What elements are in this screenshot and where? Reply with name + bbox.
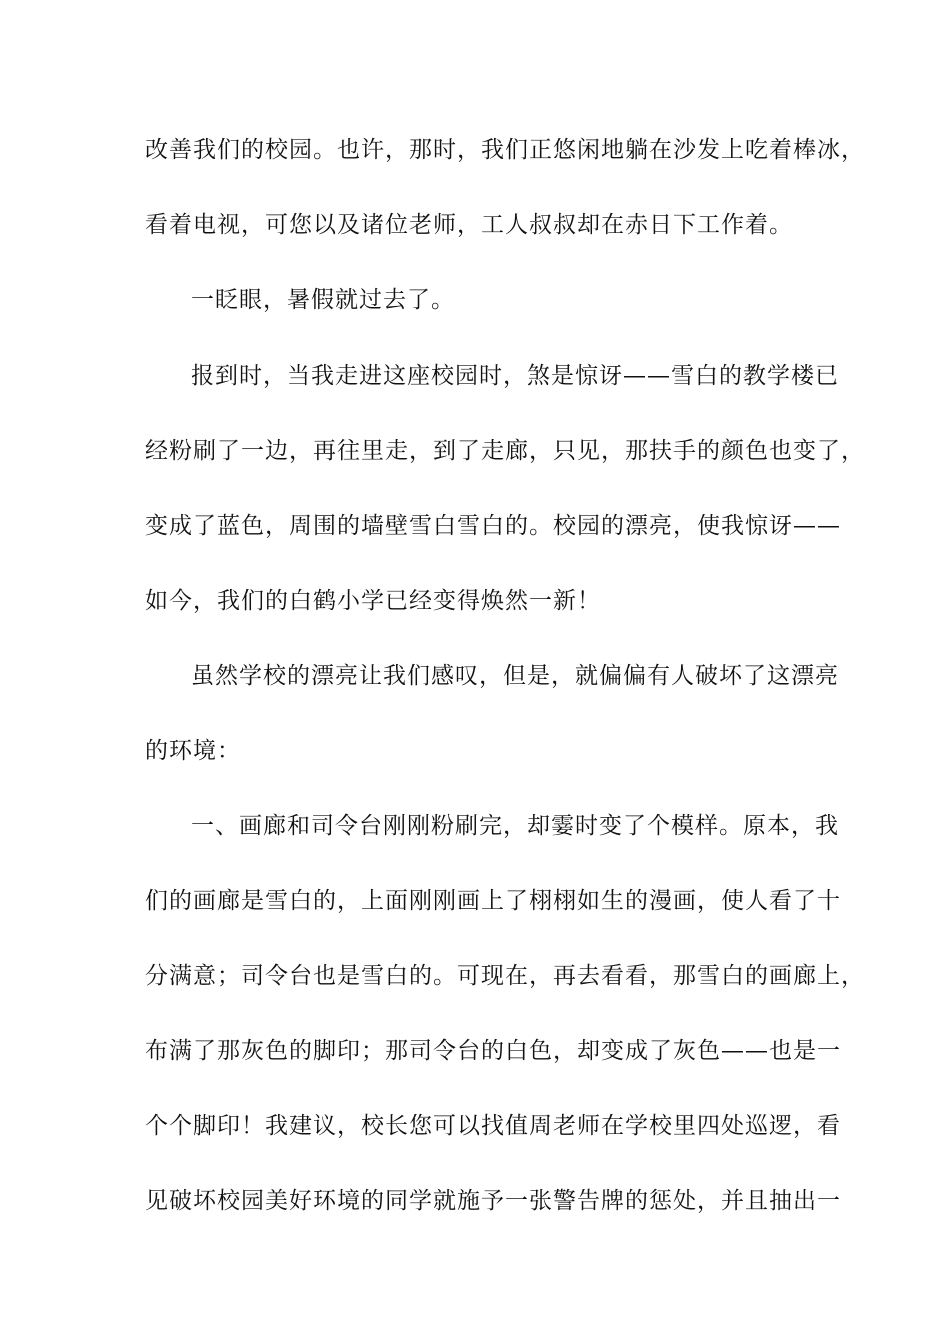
text-line: 见破坏校园美好环境的同学就施予一张警告牌的惩处，并且抽出一 bbox=[145, 1188, 841, 1214]
text-line: 们的画廊是雪白的，上面刚刚画上了栩栩如生的漫画，使人看了十 bbox=[145, 888, 841, 914]
paragraph-start-line: 一、画廊和司令台刚刚粉刷完，却霎时变了个模样。原本，我 bbox=[191, 813, 839, 839]
text-line: 看着电视，可您以及诸位老师，工人叔叔却在赤日下工作着。 bbox=[145, 212, 793, 238]
text-line: 布满了那灰色的脚印；那司令台的白色，却变成了灰色——也是一 bbox=[145, 1038, 841, 1064]
paragraph-start-line: 虽然学校的漂亮让我们感叹，但是，就偏偏有人破坏了这漂亮 bbox=[191, 663, 839, 689]
paragraph-start-line: 报到时，当我走进这座校园时，煞是惊讶——雪白的教学楼已 bbox=[191, 363, 839, 389]
text-line: 改善我们的校园。也许，那时，我们正悠闲地躺在沙发上吃着棒冰， bbox=[145, 137, 865, 163]
text-line: 个个脚印！我建议，校长您可以找值周老师在学校里四处巡逻，看 bbox=[145, 1113, 841, 1139]
text-line: 分满意；司令台也是雪白的。可现在，再去看看，那雪白的画廊上， bbox=[145, 963, 865, 989]
text-line: 经粉刷了一边，再往里走，到了走廊，只见，那扶手的颜色也变了， bbox=[145, 438, 865, 464]
text-line: 如今，我们的白鹤小学已经变得焕然一新！ bbox=[145, 588, 601, 614]
text-line: 的环境： bbox=[145, 738, 241, 764]
paragraph-start-line: 一眨眼，暑假就过去了。 bbox=[191, 287, 455, 313]
text-line: 变成了蓝色，周围的墙壁雪白雪白的。校园的漂亮，使我惊讶—— bbox=[145, 513, 841, 539]
